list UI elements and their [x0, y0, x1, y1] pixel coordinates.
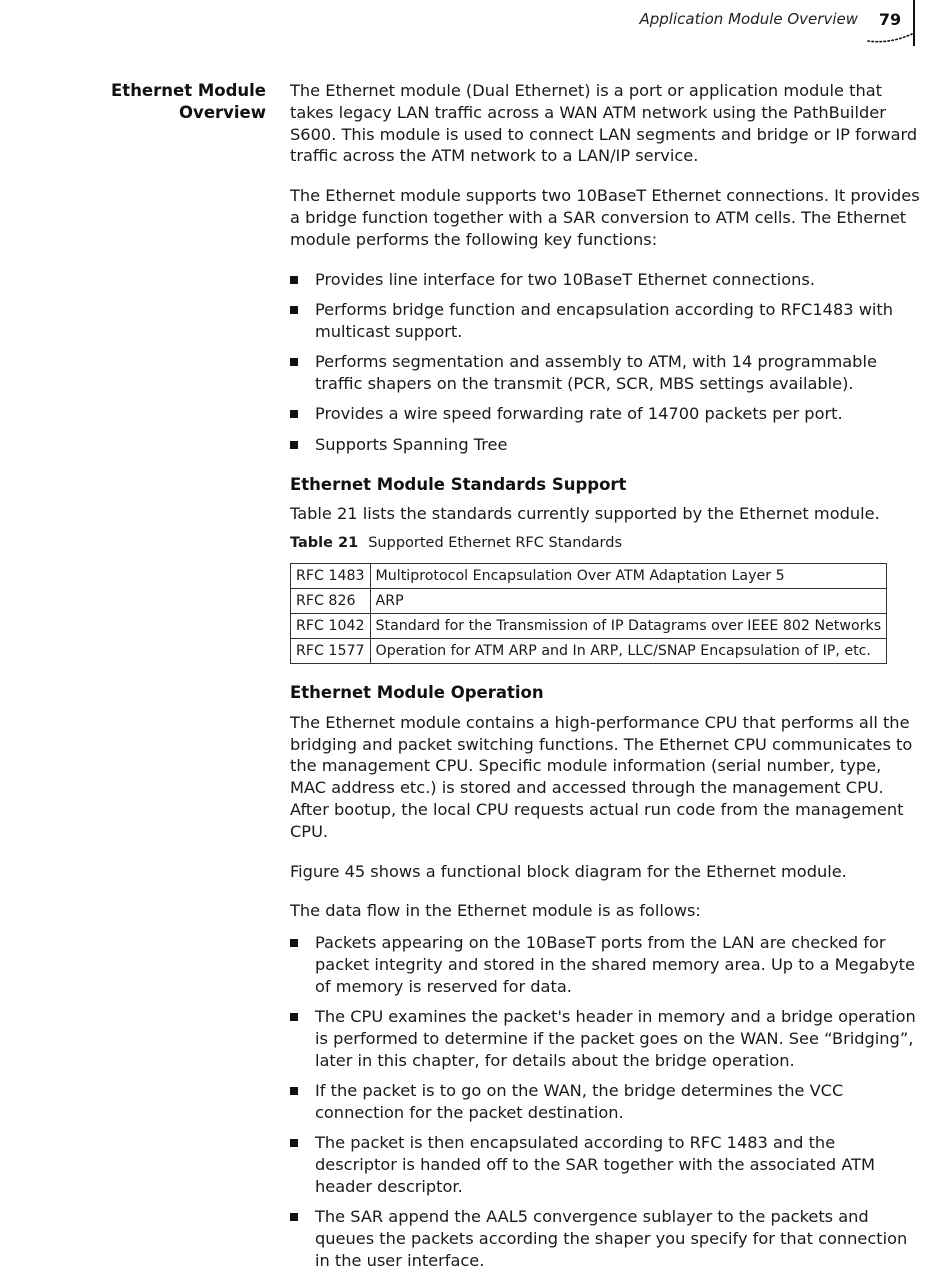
table-row — [291, 613, 887, 638]
bullet-icon — [290, 939, 298, 947]
bullet-icon — [290, 1213, 298, 1221]
list-item — [290, 1206, 920, 1271]
standards-intro: Table 21 lists the standards currently supported by the Ethernet module. — [290, 504, 880, 524]
table-caption-text: Supported Ethernet RFC Standards — [368, 535, 623, 552]
table-row — [291, 588, 887, 613]
list-item-text: Performs segmentation and assembly to ATM, with 14 programmable traffic shapers on the transmit (PCR, SCR, MBS settings available). — [315, 352, 877, 393]
rfc-standards-table — [290, 563, 887, 664]
list-item-text: Performs bridge function and encapsulation according to RFC1483 with multicast support. — [315, 299, 894, 341]
list-item — [290, 299, 920, 343]
standards-heading: Ethernet Module Standards Support — [290, 474, 627, 494]
intro-paragraph-1: The Ethernet module (Dual Ethernet) is a port or application module that takes legacy LAN traffic across a WAN ATM network using the PathBuilder S600. This module is used to connect LAN segments and bridge or IP forward traffic across the ATM network to a LAN/IP service. — [290, 81, 918, 166]
data-flow-list — [290, 932, 920, 1272]
list-item-text: The packet is then encapsulated according to RFC 1483 and the descriptor is handed off to the SAR together with the associated ATM header descriptor. — [315, 1133, 876, 1196]
bullet-icon — [290, 1087, 298, 1095]
list-item — [290, 403, 920, 425]
rfc-cell: RFC 1577 — [291, 638, 371, 663]
table-row — [291, 638, 887, 663]
page-number: 79 — [878, 10, 902, 29]
table-row — [291, 563, 887, 588]
rfc-cell: RFC 826 — [291, 588, 371, 613]
operation-paragraph-2: Figure 45 shows a functional block diagram for the Ethernet module. — [290, 861, 847, 881]
description-cell: Standard for the Transmission of IP Datagrams over IEEE 802 Networks — [370, 613, 887, 638]
description-cell: Operation for ATM ARP and In ARP, LLC/SNAP Encapsulation of IP, etc. — [370, 638, 887, 663]
running-title: Application Module Overview — [639, 10, 858, 28]
list-item — [290, 269, 920, 291]
bullet-icon — [290, 306, 298, 314]
table-caption-label: Table 21 — [290, 535, 359, 552]
rfc-cell: RFC 1483 — [291, 563, 371, 588]
operation-heading: Ethernet Module Operation — [290, 682, 544, 702]
list-item — [290, 1006, 920, 1071]
header-dotted-curve — [866, 32, 914, 44]
intro-paragraph-2: The Ethernet module supports two 10BaseT Ethernet connections. It provides a bridge function together with a SAR conversion to ATM cells. The Ethernet module performs the following key functions: — [290, 186, 920, 249]
list-item — [290, 1132, 920, 1197]
key-functions-list — [290, 269, 920, 456]
section-heading-line-2: Overview — [179, 103, 266, 122]
list-item — [290, 932, 920, 997]
list-item-text: Provides a wire speed forwarding rate of 14700 packets per port. — [315, 404, 843, 424]
description-cell: Multiprotocol Encapsulation Over ATM Adaptation Layer 5 — [370, 563, 887, 588]
bullet-icon — [290, 358, 298, 366]
description-cell: ARP — [370, 588, 887, 613]
table-caption — [290, 533, 920, 555]
bullet-icon — [290, 1013, 298, 1021]
bullet-icon — [290, 276, 298, 284]
list-item — [290, 351, 920, 395]
bullet-icon — [290, 1139, 298, 1147]
list-item-text: If the packet is to go on the WAN, the bridge determines the VCC connection for the packet destination. — [315, 1081, 844, 1122]
bullet-icon — [290, 441, 298, 449]
bullet-icon — [290, 410, 298, 418]
rfc-cell: RFC 1042 — [291, 613, 371, 638]
list-item — [290, 1080, 920, 1124]
section-heading — [40, 80, 266, 124]
operation-paragraph-1: The Ethernet module contains a high-performance CPU that performs all the bridging and packet switching functions. The Ethernet CPU communicates to the management CPU. Specific module information (serial number, type, MAC address etc.) is stored and accessed through the management CPU. After bootup, the local CPU requests actual run code from the management CPU. — [290, 712, 913, 841]
list-item-text: Packets appearing on the 10BaseT ports from the LAN are checked for packet integrity and stored in the shared memory area. Up to a Megabyte of memory is reserved for data. — [315, 933, 915, 996]
list-item-text: Supports Spanning Tree — [315, 434, 508, 454]
list-item-text: The SAR append the AAL5 convergence sublayer to the packets and queues the packets according the shaper you specify for that connection in the user interface. — [315, 1207, 908, 1270]
main-content — [290, 80, 920, 1282]
list-item-text: Provides line interface for two 10BaseT Ethernet connections. — [315, 269, 816, 289]
list-item — [290, 434, 920, 456]
operation-paragraph-3: The data flow in the Ethernet module is as follows: — [290, 901, 701, 921]
list-item-text: The CPU examines the packet's header in memory and a bridge operation is performed to determine if the packet goes on the WAN. See “Bridging”, later in this chapter, for details about the bridge operation. — [315, 1007, 916, 1070]
section-heading-line-1: Ethernet Module — [111, 81, 266, 100]
